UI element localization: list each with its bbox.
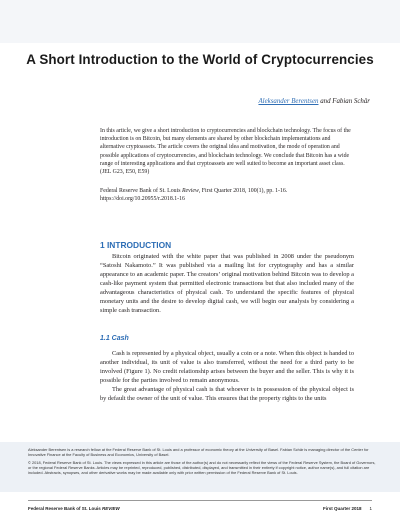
footnote-copyright: © 2018, Federal Reserve Bank of St. Louis. The views expressed in this article are those of the author(s) and do not necessarily reflect the views of the Federal Reserve System, the Board of Governors, or the regional Federal Reserve Banks. Articles may be reprinted, reproduced, published, distributed, displayed, and transmitted in their entirety if copyright notice, author name(s), and full citation are included. Abstracts, synopses, and other derivative works may be made available only with prior written permission of the Federal Reserve Bank of St. Louis. (28, 460, 376, 475)
citation-doi[interactable]: https://doi.org/10.20955/r.2018.1-16 (100, 196, 185, 203)
footer-journal (28, 506, 120, 511)
author-connector: and (318, 98, 333, 105)
paragraph-cash-2: The great advantage of physical cash is that whoever is in possession of the physical object is by default the owner of the unit of value. This ensures that the property rights to the units (100, 386, 354, 402)
paragraph-introduction: Bitcoin originated with the white paper that was published in 2008 under the pseudonym “Satoshi Nakamoto.” It was published via a mailing list for cryptography and has a similar appearance to an academic paper. The creators’ original motivation behind Bitcoin was to develop a cash-like payment system that permitted electronic transactions but that also included many of the advantageous characteristics of physical cash. To understand the specific features of physical monetary units and the desire to develop digital cash, we will begin our analysis by considering a simple cash transaction. (100, 253, 354, 314)
citation (100, 187, 352, 203)
header-band (0, 0, 400, 43)
subsection-heading-cash: 1.1 Cash (100, 335, 129, 342)
citation-suffix: , First Quarter 2018, 100(1), pp. 1-16. (198, 188, 288, 194)
footer-issue (323, 506, 372, 511)
footer-quarter: First Quarter 2018 (322, 506, 362, 511)
section-heading-introduction: 1 INTRODUCTION (100, 240, 172, 250)
author-schaer: Fabian Schär (332, 98, 370, 105)
footer-review: REVIEW (102, 506, 120, 511)
abstract: In this article, we give a short introduction to cryptocurrencies and blockchain technology. The focus of the introduction is on Bitcoin, but many elements are shared by other blockchain implementations and alternative cryptoassets. The article covers the original idea and motivation, the mode of operation and possible applications of cryptocurrencies, and blockchain technology. We conclude that Bitcoin has a wide range of interesting applications and that cryptoassets are well suited to become an important asset class. (JEL G23, E50, E59) (100, 128, 351, 176)
footnote-box (0, 442, 400, 492)
paragraph-cash-1: Cash is represented by a physical object, usually a coin or a note. When this object is handed to another individual, its unit of value is also transferred, without the need for a third party to be involved (Figure 1). No credit relationship arises between the buyer and the seller. This is why it is possible for the parties involved to remain anonymous. (100, 350, 354, 384)
author-link-berentsen[interactable]: Aleksander Berentsen (258, 98, 319, 105)
footer-divider (28, 500, 372, 501)
footnote-authors: Aleksander Berentsen is a research fellow at the Federal Reserve Bank of St. Louis and a professor of economic theory at the University of Basel. Fabian Schär is managing director of the Center for Innovative Finance at the Faculty of Business and Economics, University of Basel. (28, 447, 369, 457)
citation-prefix: Federal Reserve Bank of St. Louis (100, 188, 182, 194)
citation-journal: Review (181, 188, 199, 194)
paper-title: A Short Introduction to the World of Cryptocurrencies (26, 52, 374, 67)
page-number: 1 (369, 506, 372, 511)
author-line (258, 98, 370, 105)
footer-bank: Federal Reserve Bank of St. Louis (28, 506, 103, 511)
